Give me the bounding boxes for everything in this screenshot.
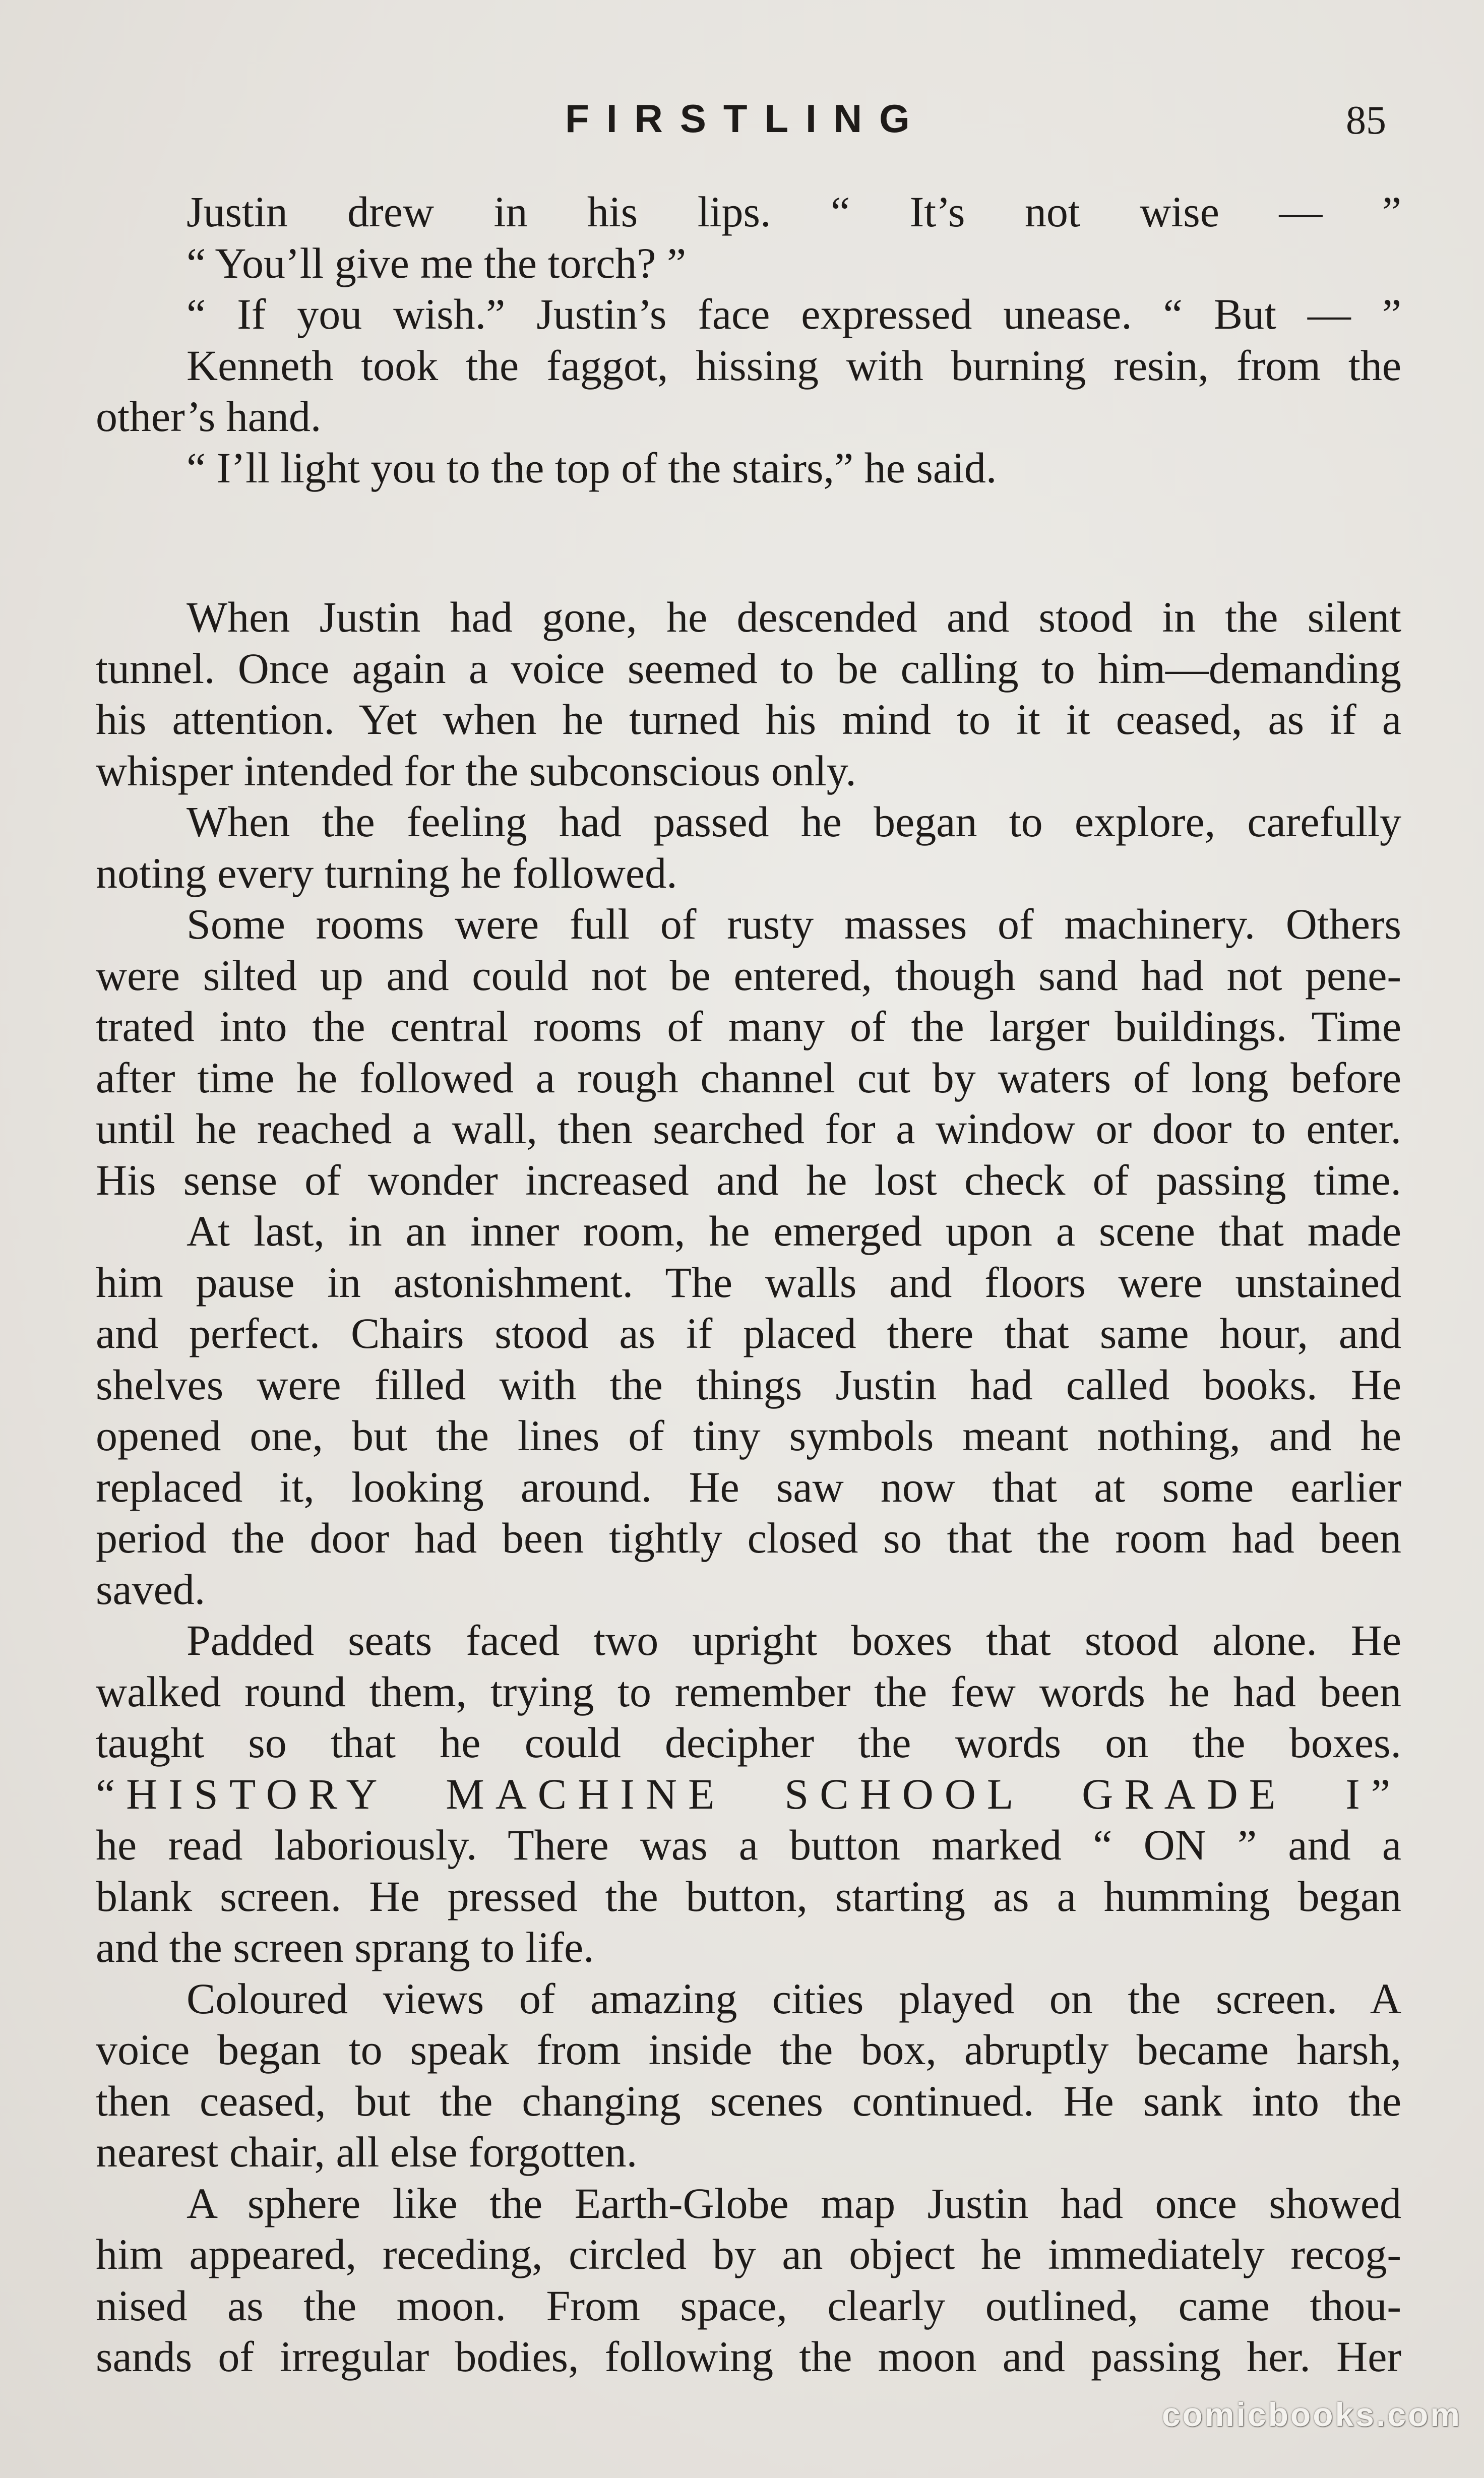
text-line: replaced it, looking around. He saw now that at some earlier (96, 1462, 1401, 1511)
text-line: sands of irregular bodies, following the moon and passing her. Her (96, 2332, 1401, 2381)
text-line: “ I’ll light you to the top of the stairs,” he said. (187, 443, 997, 492)
section-break (96, 493, 1401, 592)
text-line: saved. (96, 1565, 206, 1614)
text-line: Padded seats faced two upright boxes that stood alone. He (187, 1616, 1401, 1664)
text-line: His sense of wonder increased and he lost check of passing time. (96, 1155, 1401, 1204)
text-line: shelves were filled with the things Justin had called books. He (96, 1360, 1401, 1409)
text-line: were silted up and could not be entered, though sand had not pene- (96, 951, 1401, 1000)
text-line: he read laboriously. There was a button marked “ ON ” and a (96, 1821, 1401, 1869)
text-line: then ceased, but the changing scenes continued. He sank into the (96, 2076, 1401, 2125)
text-line: Justin drew in his lips. “ It’s not wise — ” (187, 188, 1401, 236)
text-line: When the feeling had passed he began to explore, carefully (187, 797, 1401, 846)
text-line: voice began to speak from inside the box, abruptly became harsh, (96, 2025, 1401, 2074)
body-text (96, 187, 1401, 2383)
text-line: until he reached a wall, then searched for a window or door to enter. (96, 1104, 1401, 1153)
text-line: tunnel. Once again a voice seemed to be calling to him—demanding (96, 644, 1401, 693)
text-line: whisper intended for the subconscious only. (96, 746, 856, 795)
text-line: him pause in astonishment. The walls and floors were unstained (96, 1258, 1401, 1307)
text-line: At last, in an inner room, he emerged upon a scene that made (187, 1207, 1401, 1255)
text-line: Coloured views of amazing cities played on the screen. A (187, 1974, 1401, 2023)
text-line: Some rooms were full of rusty masses of machinery. Others (187, 900, 1401, 948)
text-line: and perfect. Chairs stood as if placed there that same hour, and (96, 1309, 1401, 1357)
text-line: opened one, but the lines of tiny symbols meant nothing, and he (96, 1411, 1401, 1460)
text-line: period the door had been tightly closed so that the room had been (96, 1514, 1401, 1562)
text-line: him appeared, receding, circled by an object he immediately recog- (96, 2230, 1401, 2278)
text-line: nised as the moon. From space, clearly outlined, came thou- (96, 2281, 1401, 2330)
text-line: Kenneth took the faggot, hissing with burning resin, from the (187, 341, 1401, 390)
text-line: “ You’ll give me the torch? ” (187, 238, 687, 287)
text-line: taught so that he could decipher the words on the boxes. (96, 1718, 1401, 1767)
text-line: trated into the central rooms of many of the larger buildings. Time (96, 1002, 1401, 1050)
watermark-text: comicbooks.com (1161, 2396, 1462, 2433)
page-number: 85 (1346, 98, 1386, 143)
text-line: When Justin had gone, he descended and stood in the silent (187, 593, 1401, 641)
page-header (0, 91, 1484, 146)
text-line: nearest chair, all else forgotten. (96, 2128, 638, 2176)
text-line: “HISTORY MACHINE SCHOOL GRADE I” (96, 1769, 1401, 1818)
text-line: “ If you wish.” Justin’s face expressed unease. “ But — ” (187, 290, 1401, 338)
text-line: and the screen sprang to life. (96, 1923, 594, 1971)
running-title: FIRSTLING (565, 96, 927, 141)
text-line: his attention. Yet when he turned his mind to it it ceased, as if a (96, 695, 1401, 744)
text-line: after time he followed a rough channel cut by waters of long before (96, 1053, 1401, 1102)
text-line: noting every turning he followed. (96, 848, 677, 897)
text-line: walked round them, trying to remember the few words he had been (96, 1667, 1401, 1716)
text-line: blank screen. He pressed the button, starting as a humming began (96, 1872, 1401, 1921)
text-line: A sphere like the Earth-Globe map Justin had once showed (187, 2179, 1401, 2227)
text-line: other’s hand. (96, 392, 322, 441)
